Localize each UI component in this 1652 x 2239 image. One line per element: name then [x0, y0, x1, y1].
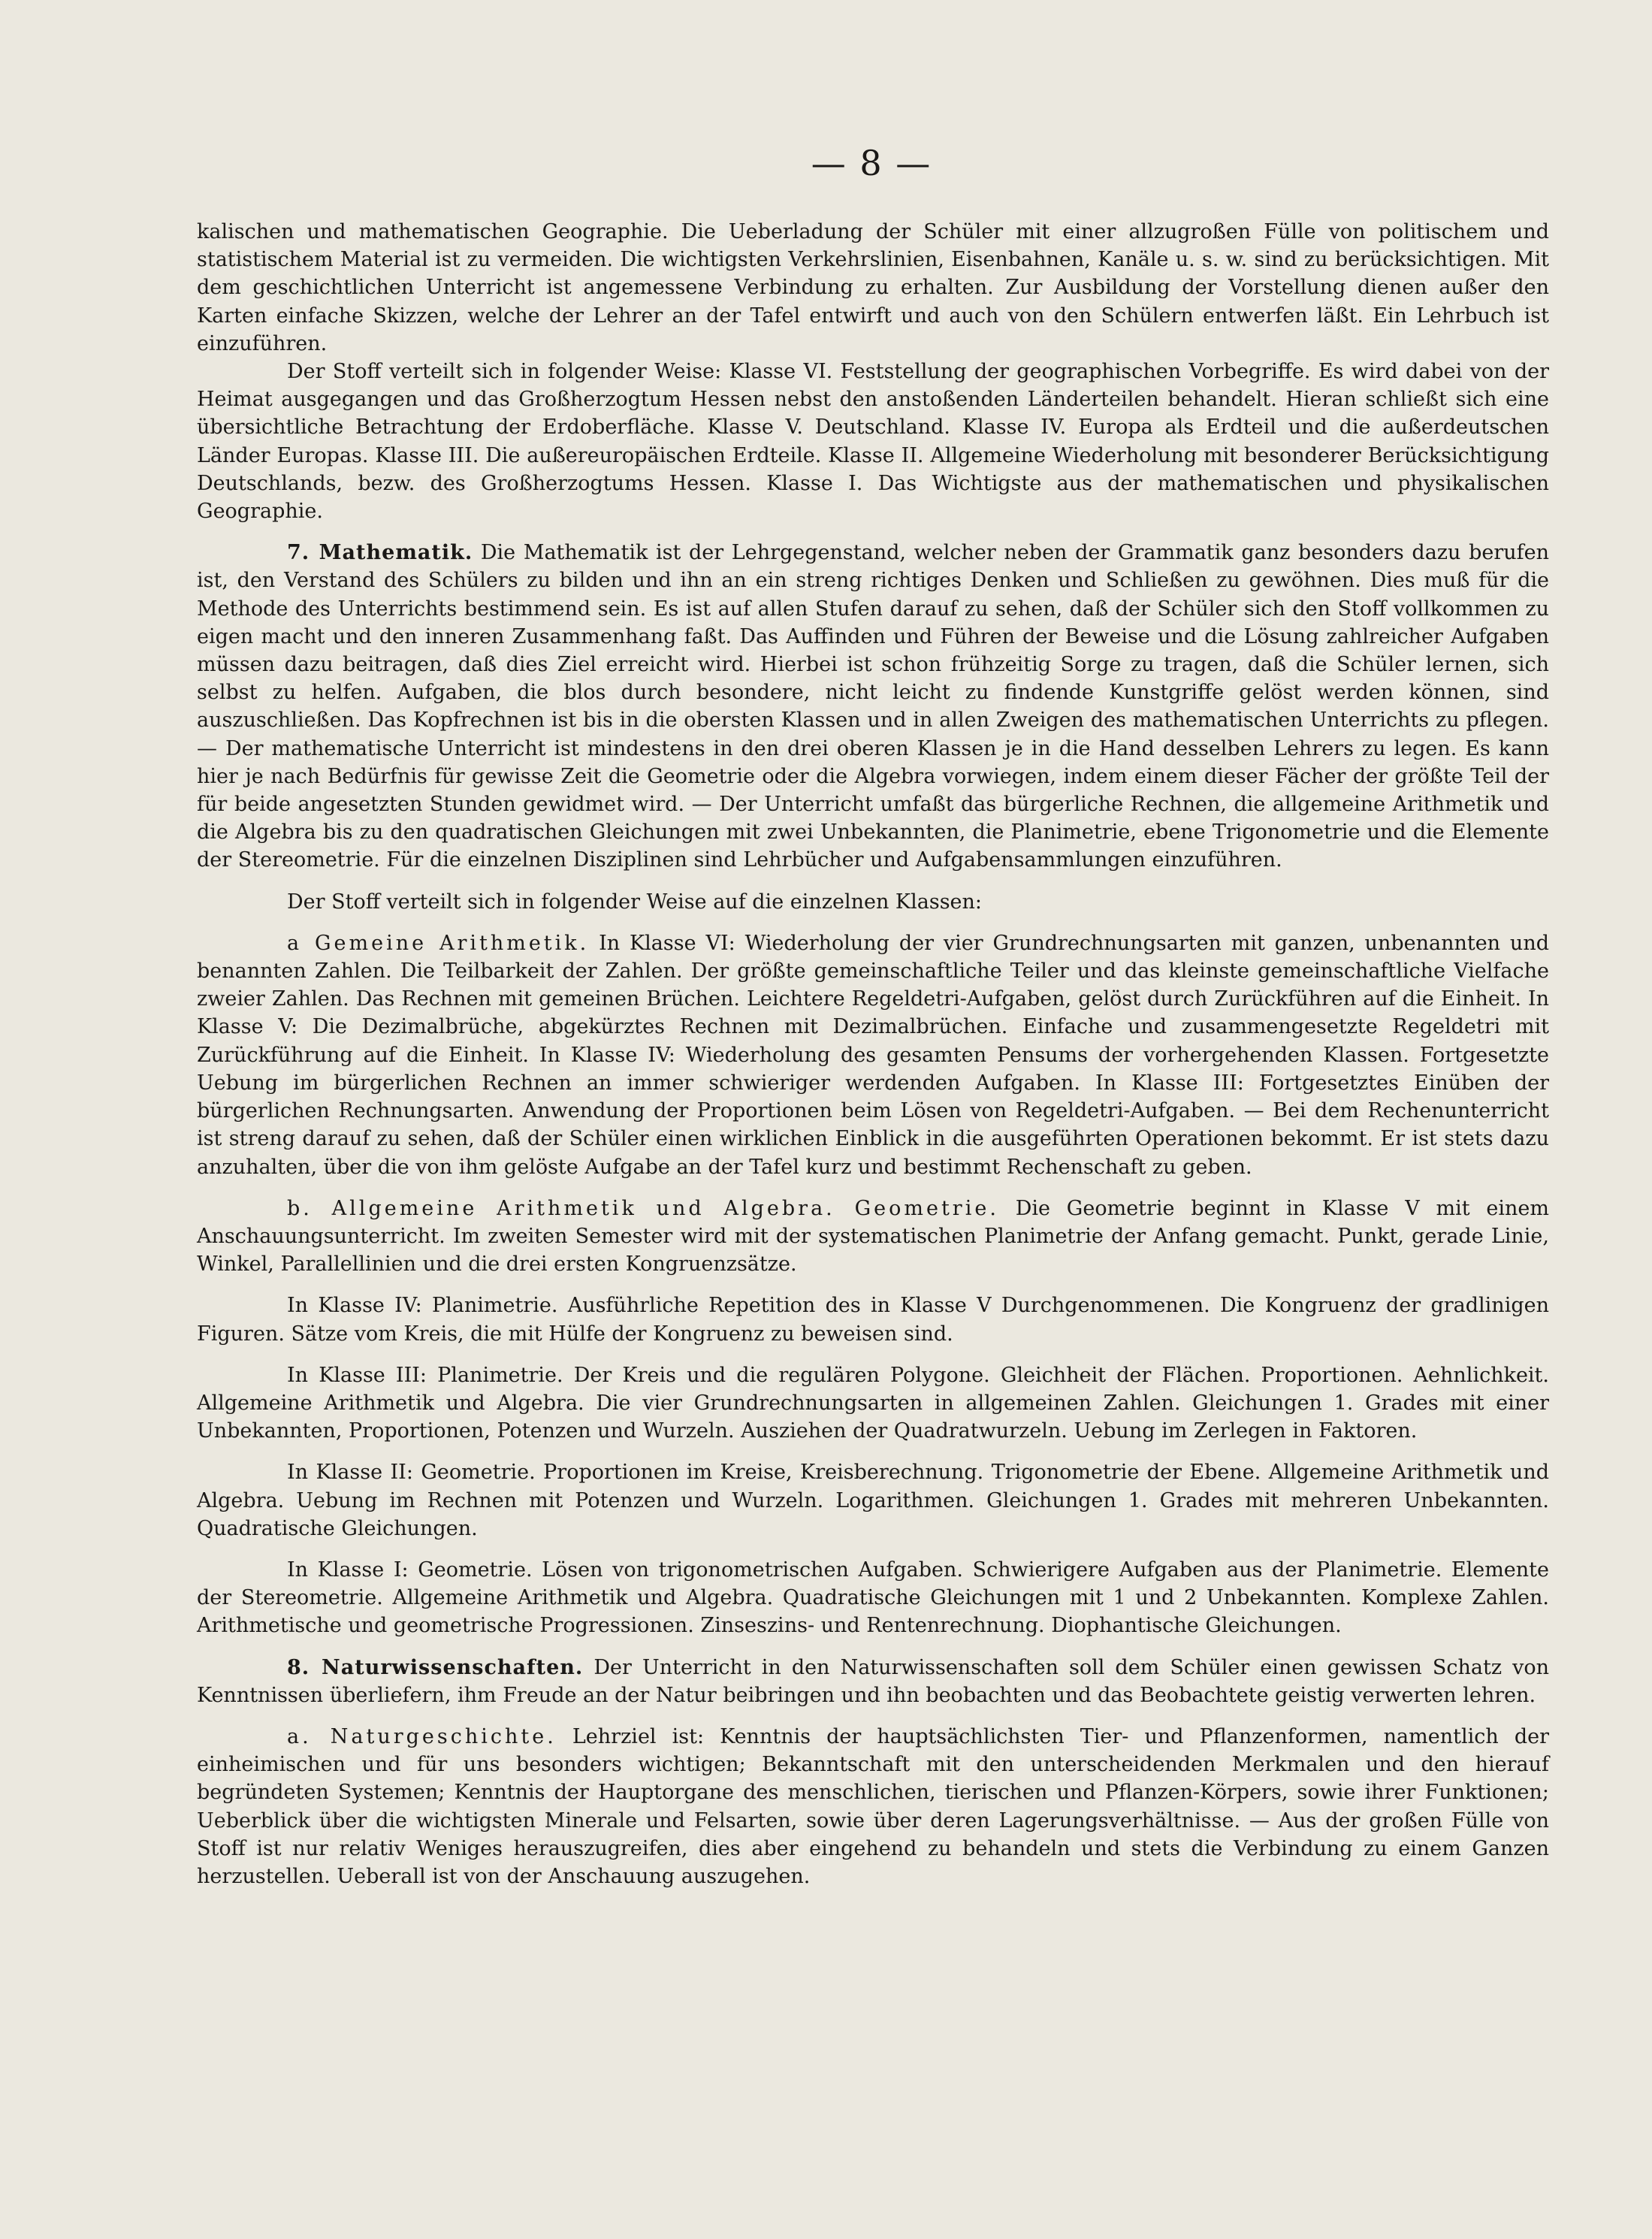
paragraph-text: Der Unterricht in den Naturwissenschaften soll dem Schüler einen gewissen Schatz von Kenntnissen überliefern, ihm Freude an der Natur beibringen und ihn beobachten und das Beobachtete geistig verwerten lehren. — [197, 1655, 1549, 1707]
paragraph-text: kalischen und mathematischen Geographie. Die Ueberladung der Schüler mit einer allzugroßen Fülle von politischem und statistischem Material ist zu vermeiden. Die wichtigsten Verkehrslinien, Eisenbahnen, Kanäle u. s. w. sind zu berücksichtigen. Mit dem geschichtlichen Unterricht ist angemessene Verbindung zu erhalten. Zur Ausbildung der Vorstellung dienen außer den Karten einfache Skizzen, welche der Lehrer an der Tafel entwirft und auch von den Schülern entwerfen läßt. Ein Lehrbuch ist einzuführen. — [197, 220, 1549, 355]
paragraph-geography-continued — [197, 218, 1549, 358]
paragraph-class-i — [197, 1556, 1549, 1640]
paragraph-text: In Klasse III: Planimetrie. Der Kreis und die regulären Polygone. Gleichheit der Flächen. Proportionen. Aehnlichkeit. Allgemeine Arithmetik und Algebra. Die vier Grundrechnungsarten in allgemeinen Zahlen. Gleichungen 1. Grades mit einer Unbekannten, Proportionen, Potenzen und Wurzeln. Ausziehen der Quadratwurzeln. Uebung im Zerlegen in Faktoren. — [197, 1363, 1549, 1443]
paragraph-geography-distribution — [197, 358, 1549, 525]
section-title-mathematics: 7. Mathematik. — [287, 541, 473, 565]
paragraph-mathematics — [197, 539, 1549, 874]
paragraph-text: Der Stoff verteilt sich in folgender Weise auf die einzelnen Klassen: — [287, 890, 983, 914]
paragraph-class-iii — [197, 1361, 1549, 1446]
paragraph-text: Die Geometrie beginnt in Klasse V mit einem Anschauungsunterricht. Im zweiten Semester wird mit der systematischen Planimetrie der Anfang gemacht. Punkt, gerade Linie, Winkel, Parallellinien und die drei ersten Kongruenzsätze. — [197, 1196, 1549, 1277]
paragraph-general-arithmetic — [197, 1195, 1549, 1279]
paragraph-text: In Klasse IV: Planimetrie. Ausführliche Repetition des in Klasse V Durchgenommenen. Die Kongruenz der gradlinigen Figuren. Sätze vom Kreis, die mit Hülfe der Kongruenz zu beweisen sind. — [197, 1294, 1549, 1346]
subsection-label-b: b. Allgemeine Arithmetik und Algebra. Geometrie. — [287, 1196, 999, 1220]
paragraph-common-arithmetic — [197, 929, 1549, 1181]
subsection-label-natural-history: a. Naturgeschichte. — [287, 1724, 557, 1748]
body-text — [197, 218, 1549, 1890]
paragraph-natural-history — [197, 1723, 1549, 1890]
paragraph-class-iv — [197, 1292, 1549, 1347]
subsection-label-a: a Gemeine Arithmetik. — [287, 931, 590, 955]
paragraph-class-ii — [197, 1458, 1549, 1543]
paragraph-text: In Klasse II: Geometrie. Proportionen im Kreise, Kreisberechnung. Trigonometrie der Ebene. Allgemeine Arithmetik und Algebra. Uebung im Rechnen mit Potenzen und Wurzeln. Logarithmen. Gleichungen 1. Grades mit mehreren Unbekannten. Quadratische Gleichungen. — [197, 1461, 1549, 1540]
paragraph-text: Die Mathematik ist der Lehrgegenstand, welcher neben der Grammatik ganz besonders dazu berufen ist, den Verstand des Schülers zu bilden und ihn an ein streng richtiges Denken und Schließen zu gewöhnen. Dies muß für die Methode des Unterrichts bestimmend sein. Es ist auf allen Stufen darauf zu sehen, daß der Schüler sich den Stoff vollkommen zu eigen macht und den inneren Zusammenhang faßt. Das Auffinden und Führen der Beweise und die Lösung zahlreicher Aufgaben müssen dazu beitragen, daß dies Ziel erreicht wird. Hierbei ist schon frühzeitig Sorge zu tragen, daß die Schüler lernen, sich selbst zu helfen. Aufgaben, die blos durch besondere, nicht leicht zu findende Kunstgriffe gelöst werden können, sind auszuschließen. Das Kopfrechnen ist bis in die obersten Klassen und in allen Zweigen des mathematischen Unterrichts zu pflegen. — Der mathematische Unterricht ist mindestens in den drei oberen Klassen je in die Hand desselben Lehrers zu legen. Es kann hier je nach Bedürfnis für gewisse Zeit die Geometrie oder die Algebra vorwiegen, indem einem dieser Fächer der größte Teil der für beide angesetzten Stunden gewidmet wird. — Der Unterricht umfaßt das bürgerliche Rechnen, die allgemeine Arithmetik und die Algebra bis zu den quadratischen Gleichungen mit zwei Unbekannten, die Planimetrie, ebene Trigonometrie und die Elemente der Stereometrie. Für die einzelnen Disziplinen sind Lehrbücher und Aufgabensammlungen einzuführen. — [197, 541, 1549, 872]
paragraph-text: Der Stoff verteilt sich in folgender Weise: Klasse VI. Feststellung der geographischen Vorbegriffe. Es wird dabei von der Heimat ausgegangen und das Großherzogtum Hessen nebst den anstoßenden Länderteilen behandelt. Hieran schließt sich eine übersichtliche Betrachtung der Erdoberfläche. Klasse V. Deutschland. Klasse IV. Europa als Erdteil und die außerdeutschen Länder Europas. Klasse III. Die außereuropäischen Erdteile. Klasse II. Allgemeine Wiederholung mit besonderer Berücksichtigung Deutschlands, bezw. des Großherzogtums Hessen. Klasse I. Das Wichtigste aus der mathematischen und physikalischen Geographie. — [197, 360, 1549, 524]
paragraph-natural-sciences — [197, 1654, 1549, 1709]
paragraph-text: In Klasse VI: Wiederholung der vier Grundrechnungsarten mit ganzen, unbenannten und benannten Zahlen. Die Teilbarkeit der Zahlen. Der größte gemeinschaftliche Teiler und das kleinste gemeinschaftliche Vielfache zweier Zahlen. Das Rechnen mit gemeinen Brüchen. Leichtere Regeldetri-Aufgaben, gelöst durch Zurückführen auf die Einheit. In Klasse V: Die Dezimalbrüche, abgekürztes Rechnen mit Dezimalbrüchen. Einfache und zusammengesetzte Regeldetri mit Zurückführung auf die Einheit. In Klasse IV: Wiederholung des gesamten Pensums der vorhergehenden Klassen. Fortgesetzte Uebung im bürgerlichen Rechnen an immer schwieriger werdenden Aufgaben. In Klasse III: Fortgesetztes Einüben der bürgerlichen Rechnungsarten. Anwendung der Proportionen beim Lösen von Regeldetri-Aufgaben. — Bei dem Rechenunterricht ist streng darauf zu sehen, daß der Schüler einen wirklichen Einblick in die ausgeführten Operationen bekommt. Er ist stets dazu anzuhalten, über die von ihm gelöste Aufgabe an der Tafel kurz und bestimmt Rechenschaft zu geben. — [197, 931, 1549, 1179]
section-title-natural-sciences: 8. Naturwissenschaften. — [287, 1655, 584, 1679]
paragraph-distribution-intro — [197, 888, 1549, 916]
paragraph-text: Lehrziel ist: Kenntnis der hauptsächlichsten Tier- und Pflanzenformen, namentlich der einheimischen und für uns besonders wichtigen; Bekanntschaft mit den unterscheidenden Merkmalen und den hierauf begründeten Systemen; Kenntnis der Hauptorgane des menschlichen, tierischen und Pflanzen-Körpers, sowie ihrer Funktionen; Ueberblick über die wichtigsten Minerale und Felsarten, sowie über deren Lagerungsverhältnisse. — Aus der großen Fülle von Stoff ist nur relativ Weniges herauszugreifen, dies aber eingehend zu behandeln und stets die Verbindung zu einem Ganzen herzustellen. Ueberall ist von der Anschauung auszugehen. — [197, 1724, 1549, 1888]
page-number: — 8 — — [811, 143, 932, 183]
paragraph-text: In Klasse I: Geometrie. Lösen von trigonometrischen Aufgaben. Schwierigere Aufgaben aus der Planimetrie. Elemente der Stereometrie. Allgemeine Arithmetik und Algebra. Quadratische Gleichungen mit 1 und 2 Unbekannten. Komplexe Zahlen. Arithmetische und geometrische Progressionen. Zinseszins- und Rentenrechnung. Diophantische Gleichungen. — [197, 1558, 1549, 1638]
